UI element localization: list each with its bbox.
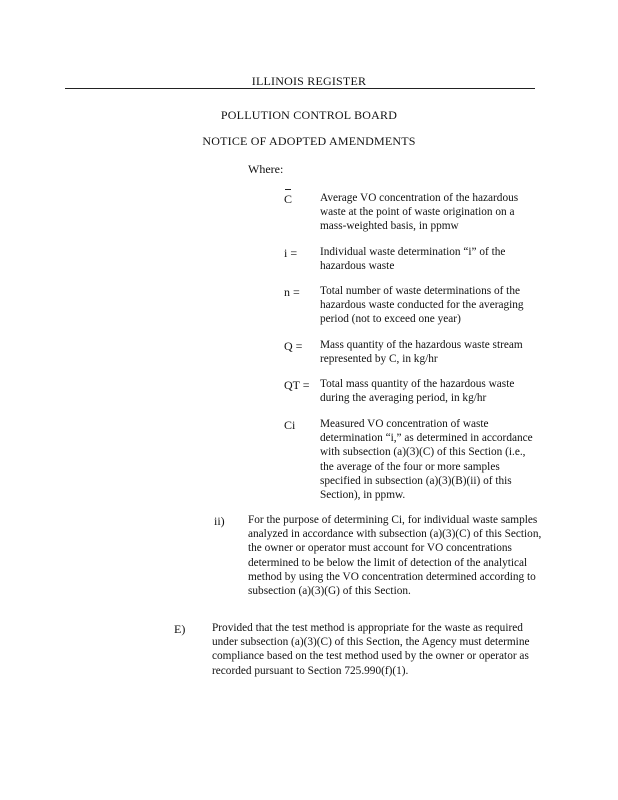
board-title: POLLUTION CONTROL BOARD bbox=[220, 108, 398, 122]
item-text-ii: For the purpose of determining Ci, for individual waste samples analyzed in accordance with subsection (a)(3)(C) of this Section, the owner or operator must account for VO concentrations determined to be below the limit of detection of the analytical method by using the VO concentration determined according to subsection (a)(3)(G) of this Section. bbox=[248, 514, 542, 598]
definition-text-n: Total number of waste determinations of the hazardous waste conducted for the averaging period (not to exceed one year) bbox=[320, 285, 524, 326]
definition-symbol-ci: Ci bbox=[284, 418, 296, 432]
register-title: ILLINOIS REGISTER bbox=[251, 74, 367, 88]
definition-text-cbar: Average VO concentration of the hazardous waste at the point of waste origination on a mass-weighted basis, in ppmw bbox=[320, 192, 519, 233]
definition-symbol-q: Q = bbox=[284, 339, 303, 353]
item-label-e: E) bbox=[174, 622, 186, 636]
where-label: Where: bbox=[248, 162, 284, 176]
definition-symbol-cbar: C bbox=[284, 192, 293, 206]
item-label-ii: ii) bbox=[214, 514, 225, 528]
definition-text-qt: Total mass quantity of the hazardous waste during the averaging period, in kg/hr bbox=[320, 378, 515, 405]
item-text-e: Provided that the test method is appropriate for the waste as required under subsection (a)(3)(C) of this Section, the Agency must determine compliance based on the test method used by the owner or operator as recorded pursuant to Section 725.990(f)(1). bbox=[212, 622, 530, 677]
header-rule bbox=[65, 88, 535, 89]
definition-text-q: Mass quantity of the hazardous waste stream represented by C, in kg/hr bbox=[320, 339, 523, 366]
notice-title: NOTICE OF ADOPTED AMENDMENTS bbox=[202, 134, 416, 148]
definition-symbol-i: i = bbox=[284, 246, 298, 260]
definition-symbol-n: n = bbox=[284, 285, 300, 299]
definition-text-ci: Measured VO concentration of waste determination “i,” as determined in accordance with subsection (a)(3)(C) of this Section (i.e., the average of the four or more samples specified in subsection (a)(3)(B)(ii) of this Section), in ppmw. bbox=[320, 418, 533, 502]
definition-text-i: Individual waste determination “i” of the hazardous waste bbox=[320, 246, 506, 273]
definition-symbol-qt: QT = bbox=[284, 378, 310, 392]
